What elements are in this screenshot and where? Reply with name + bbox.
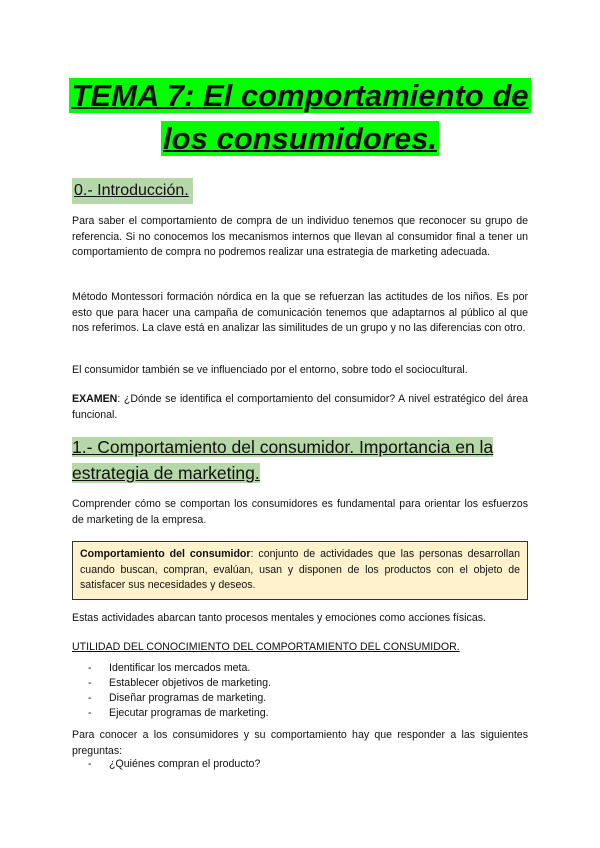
- page-title: [0, 74, 600, 160]
- section-heading-comportamiento: [72, 434, 528, 486]
- exam-label: EXAMEN: [72, 393, 118, 405]
- title-line-2: los consumidores.: [163, 121, 437, 156]
- intro-paragraph-2: Método Montessori formación nórdica en la que se refuerzan las actitudes de los niños. Es por esto que para hacer una campaña de comunicación tenemos que adaptarnos al público al que nos referimos. La clave está en analizar las similitudes de un grupo y no las diferencias con otro.: [72, 291, 528, 334]
- title-line-1: TEMA 7: El comportamiento de: [71, 78, 529, 113]
- exam-text: : ¿Dónde se identifica el comportamiento del consumidor? A nivel estratégico del área funcional.: [72, 393, 528, 421]
- utility-heading: UTILIDAD DEL CONOCIMIENTO DEL COMPORTAMIENTO DEL CONSUMIDOR.: [72, 641, 460, 653]
- definition-term: Comportamiento del consumidor: [80, 548, 251, 560]
- list-item: - Ejecutar programas de marketing.: [88, 706, 271, 721]
- intro-paragraph-3: El consumidor también se ve influenciado por el entorno, sobre todo el sociocultural.: [72, 364, 468, 376]
- section1-paragraph-2: Estas actividades abarcan tanto procesos mentales y emociones como acciones físicas.: [72, 612, 486, 624]
- definition-box: [72, 541, 528, 600]
- section1-paragraph-1: Comprender cómo se comportan los consumidores es fundamental para orientar los esfuerzos de marketing de la empresa.: [72, 498, 528, 526]
- list-item: - ¿Quiénes compran el producto?: [88, 757, 260, 772]
- questions-list: [88, 757, 260, 772]
- section1-heading-line-1: 1.- Comportamiento del consumidor. Importancia en la: [72, 437, 494, 457]
- section-heading-introduccion: 0.- Introducción.: [72, 178, 193, 204]
- section1-paragraph-3: Para conocer a los consumidores y su comportamiento hay que responder a las siguientes preguntas:: [72, 729, 528, 757]
- intro-paragraph-1: Para saber el comportamiento de compra de un individuo tenemos que reconocer su grupo de referencia. Si no conocemos los mecanismos internos que llevan al consumidor final a tener un comportamiento de compra no podremos realizar una estrategia de marketing adecuada.: [72, 215, 528, 258]
- section1-heading-line-2: estrategia de marketing.: [72, 463, 260, 483]
- definition-text: : conjunto de actividades que las personas desarrollan cuando buscan, compran, evalúan, usan y disponen de los productos con el objeto de satisfacer sus necesidades y deseos.: [80, 548, 520, 591]
- list-item: - Identificar los mercados meta.: [88, 661, 271, 676]
- list-item: - Diseñar programas de marketing.: [88, 691, 271, 706]
- utility-list: [88, 661, 271, 721]
- list-item: - Establecer objetivos de marketing.: [88, 676, 271, 691]
- exam-note: [72, 392, 528, 423]
